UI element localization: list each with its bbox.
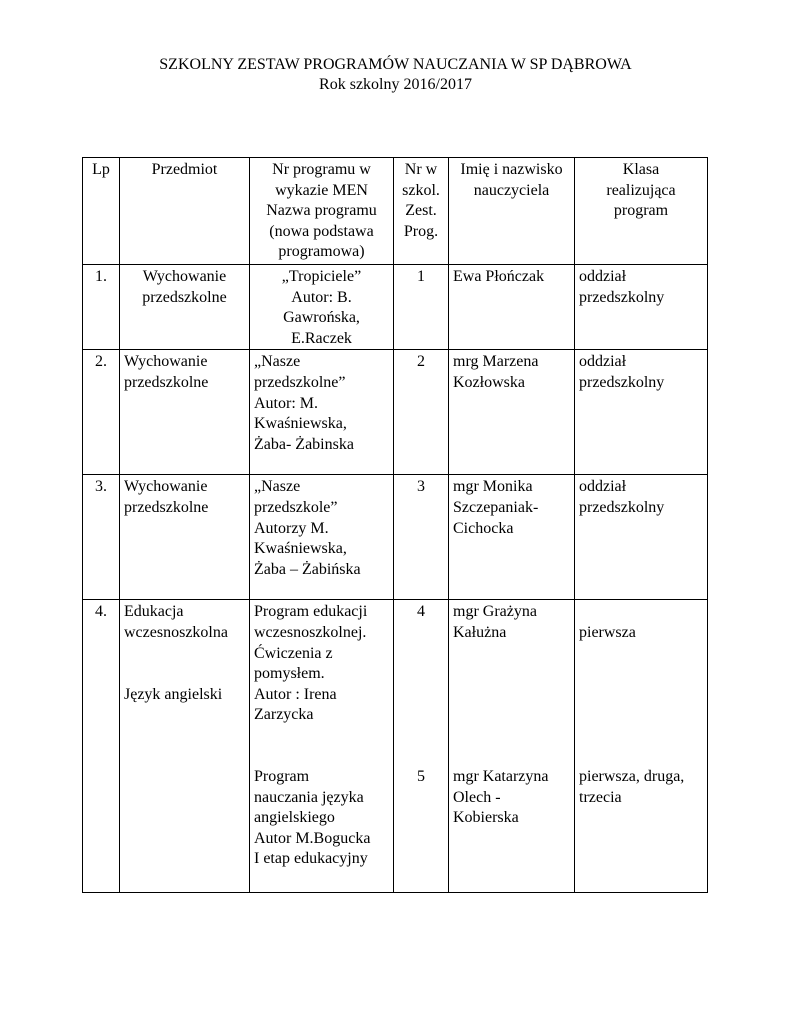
- entry-spacer: [124, 644, 245, 685]
- header-lp: Lp: [83, 158, 120, 265]
- nr-entry: 4: [417, 603, 425, 621]
- cell-teacher: mrg Marzena Kozłowska: [449, 350, 575, 475]
- school-year: Rok szkolny 2016/2017: [319, 76, 472, 93]
- header-nr: Nr w szkol. Zest. Prog.: [394, 158, 449, 265]
- subject-entry: Edukacja wczesnoszkolna: [124, 603, 228, 641]
- cell-nr: 2: [394, 350, 449, 475]
- cell-class: oddział przedszkolny: [575, 475, 708, 600]
- teacher-entry: mgr Grażyna Kałużna: [453, 603, 537, 641]
- cell-subject: Wychowanie przedszkolne: [120, 350, 250, 475]
- curriculum-table: [82, 157, 708, 893]
- document-title: SZKOLNY ZESTAW PROGRAMÓW NAUCZANIA W SP DĄBROWA: [159, 56, 632, 73]
- header-subject: Przedmiot: [120, 158, 250, 265]
- table-row: [83, 265, 708, 350]
- class-entry: pierwsza: [579, 623, 636, 641]
- cell-program: „Nasze przedszkole” Autorzy M. Kwaśniewska, Żaba – Żabińska: [250, 475, 394, 600]
- cell-subject: Wychowanie przedszkolne: [120, 265, 250, 350]
- cell-program: „Tropiciele” Autor: B. Gawrońska, E.Raczek: [250, 265, 394, 350]
- entry-spacer: [453, 726, 570, 767]
- program-entry: Program nauczania języka angielskiego Autor M.Bogucka I etap edukacyjny: [254, 767, 371, 868]
- entry-spacer: [579, 726, 703, 767]
- cell-nr: 1: [394, 265, 449, 350]
- cell-subject: [120, 600, 250, 893]
- cell-lp: 1.: [83, 265, 120, 350]
- entry-spacer: [398, 726, 444, 767]
- class-entry: pierwsza, druga, trzecia: [579, 767, 685, 806]
- cell-program: [250, 600, 394, 893]
- table-header-row: [83, 158, 708, 265]
- cell-teacher: [449, 600, 575, 893]
- header-program: Nr programu w wykazie MEN Nazwa programu (nowa podstawa programowa): [250, 158, 394, 265]
- program-entry: Program edukacji wczesnoszkolnej. Ćwiczenia z pomysłem. Autor : Irena Zarzycka: [254, 603, 368, 724]
- entry-spacer: [254, 726, 389, 767]
- cell-lp: 3.: [83, 475, 120, 600]
- nr-entry: 5: [417, 767, 425, 785]
- cell-nr: [394, 600, 449, 893]
- cell-class: oddział przedszkolny: [575, 350, 708, 475]
- header-teacher: Imię i nazwisko nauczyciela: [449, 158, 575, 265]
- cell-lp: 2.: [83, 350, 120, 475]
- table-row: [83, 475, 708, 600]
- subject-entry: Język angielski: [124, 685, 223, 703]
- header-class: Klasa realizująca program: [575, 158, 708, 265]
- table-row: [83, 600, 708, 893]
- cell-class: [575, 600, 708, 893]
- cell-nr: 3: [394, 475, 449, 600]
- cell-teacher: Ewa Płończak: [449, 265, 575, 350]
- cell-teacher: mgr Monika Szczepaniak- Cichocka: [449, 475, 575, 600]
- cell-program: „Nasze przedszkolne” Autor: M. Kwaśniewska, Żaba- Żabinska: [250, 350, 394, 475]
- teacher-entry: mgr Katarzyna Olech - Kobierska: [453, 767, 549, 827]
- cell-lp: 4.: [83, 600, 120, 893]
- cell-class: oddział przedszkolny: [575, 265, 708, 350]
- table-row: [83, 350, 708, 475]
- cell-subject: Wychowanie przedszkolne: [120, 475, 250, 600]
